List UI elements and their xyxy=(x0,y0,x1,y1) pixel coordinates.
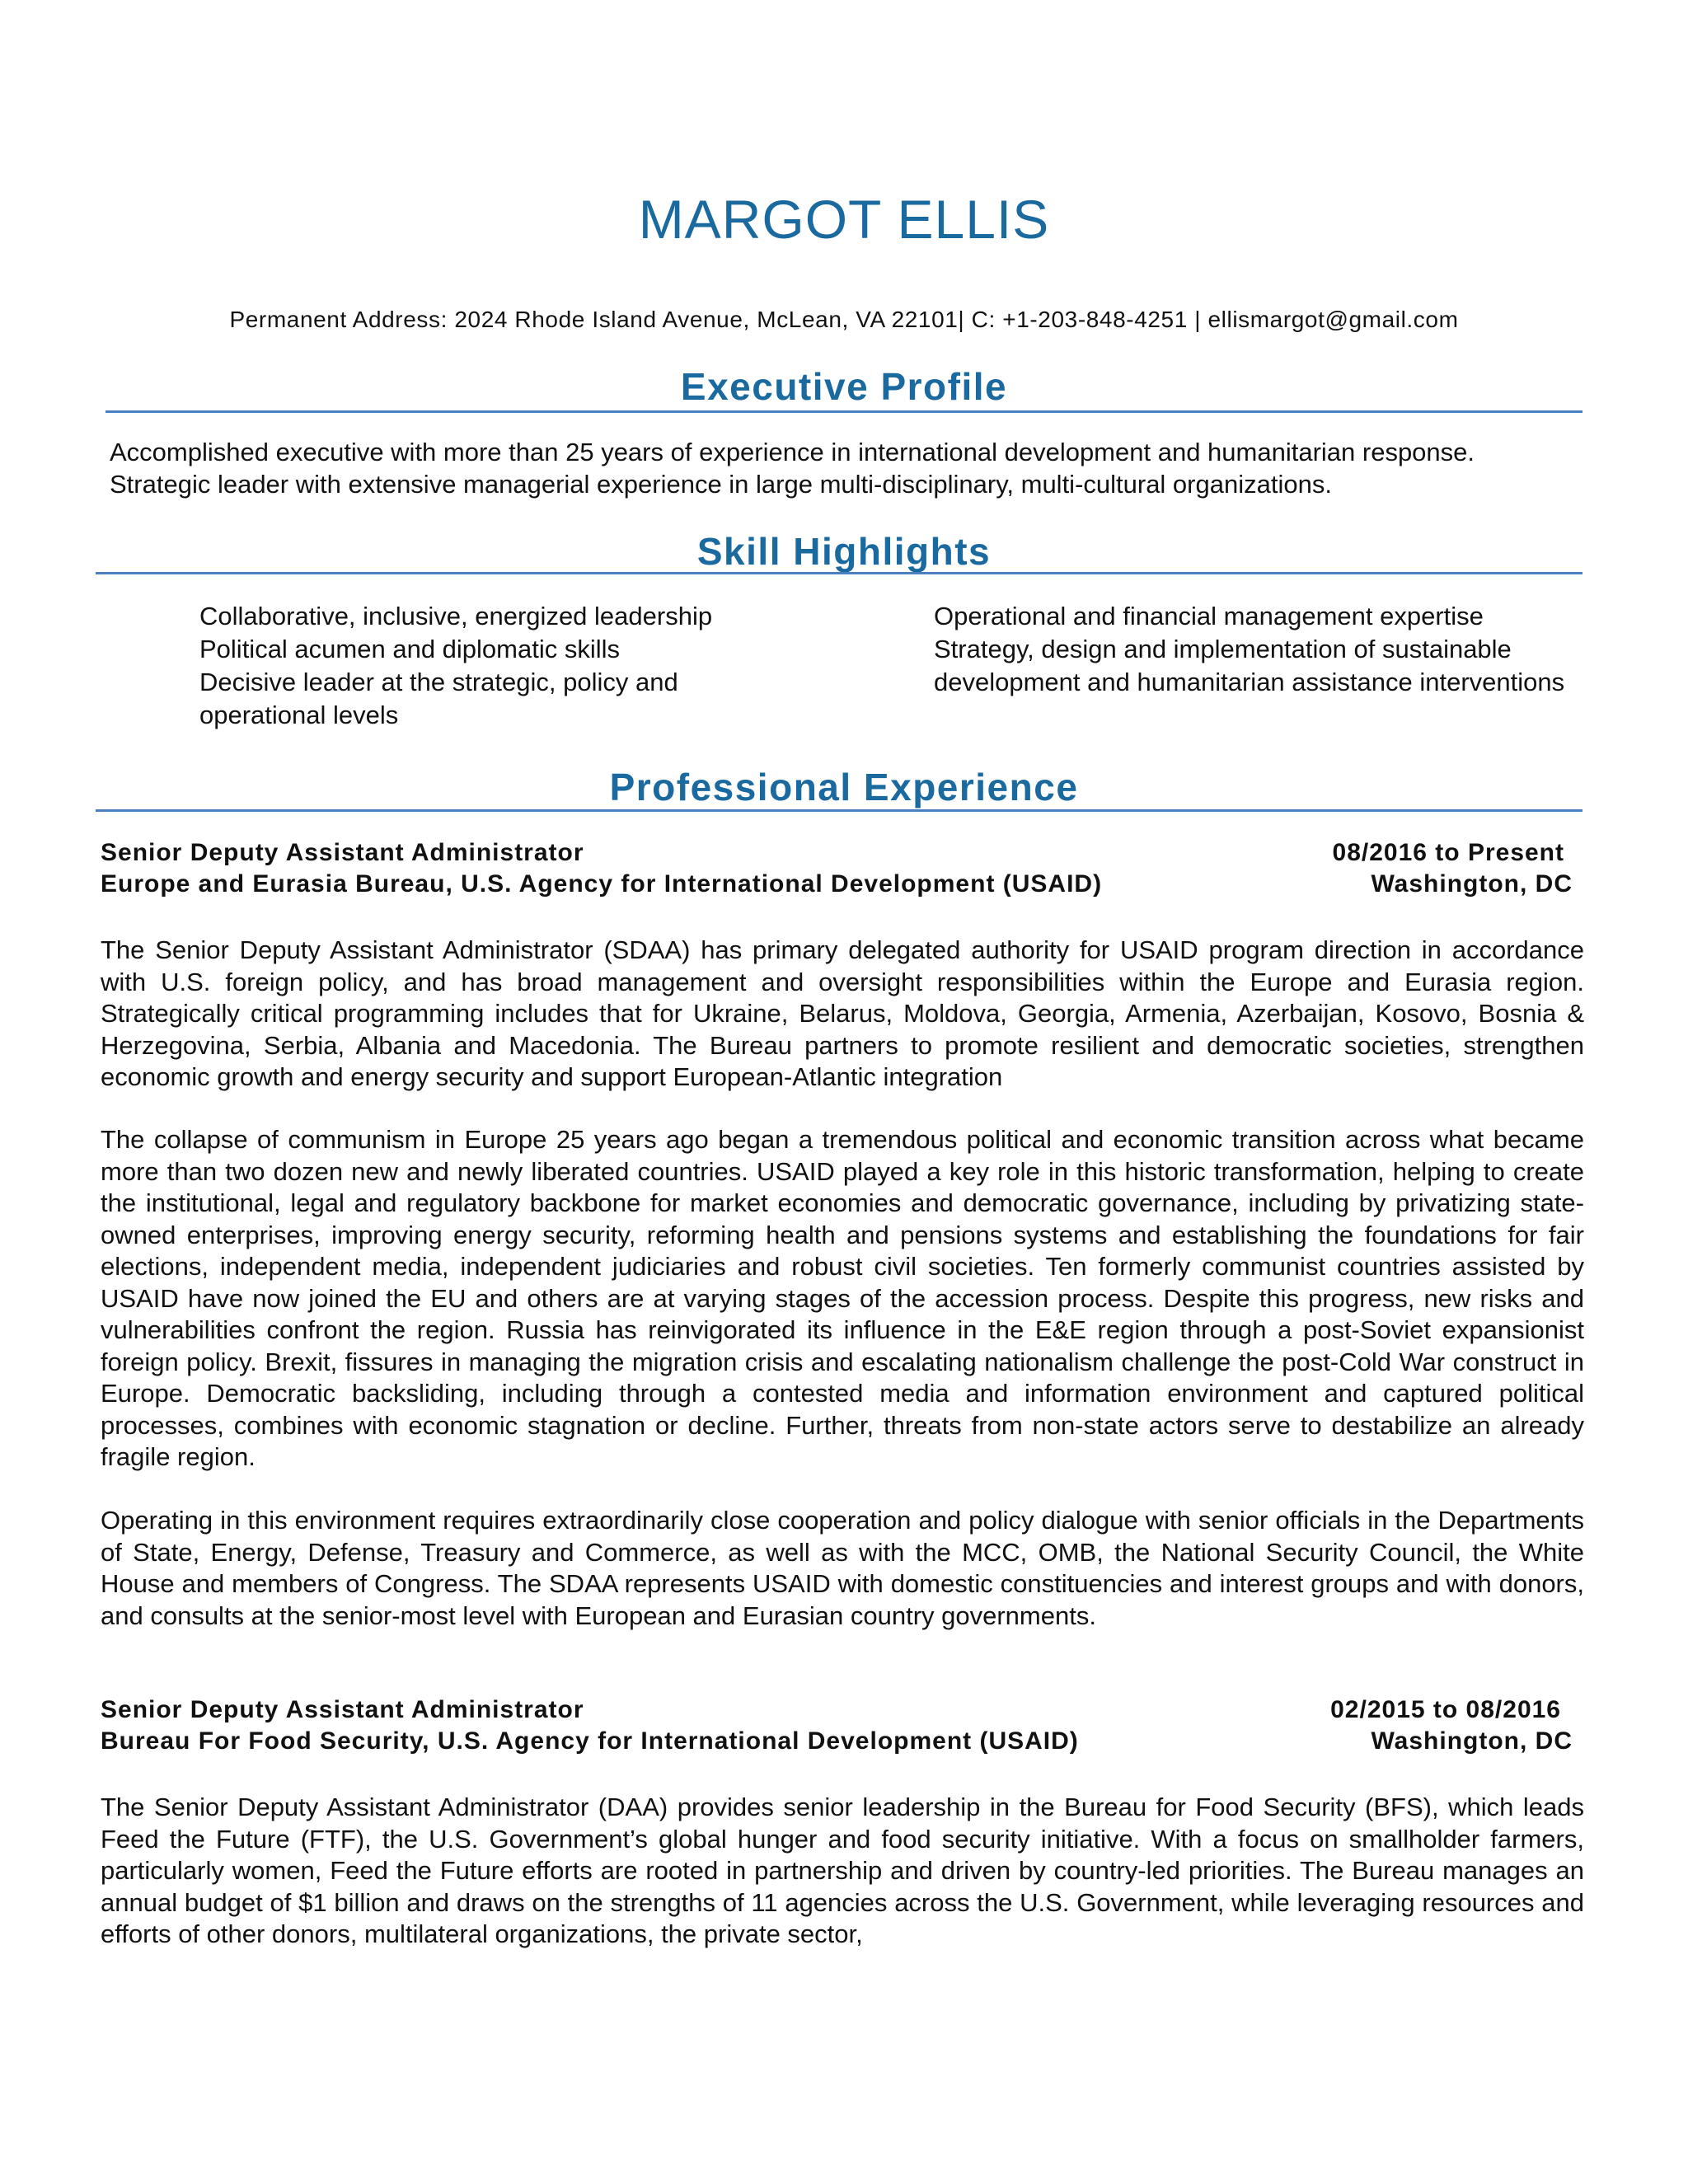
skills-right-column xyxy=(934,600,1577,699)
job-header-row xyxy=(101,1696,1573,1724)
section-divider xyxy=(96,572,1582,574)
job-position: Senior Deputy Assistant Administrator xyxy=(101,1696,584,1723)
section-divider xyxy=(106,410,1582,413)
skill-item: Political acumen and diplomatic skills xyxy=(199,635,621,663)
job-dates: 08/2016 to Present xyxy=(1332,839,1564,866)
candidate-name: MARGOT ELLIS xyxy=(638,189,1050,250)
job-description-paragraph: The Senior Deputy Assistant Administrator (SDAA) has primary delegated authority for USAID program direction in accordance with U.S. foreign policy, and has broad management and oversight responsibilities within the Europe and Eurasia region. Strategically critical programming includes that for Ukraine, Belarus, Moldova, Georgia, Armenia, Azerbaijan, Kosovo, Bosnia & Herzegovina, Serbia, Albania and Macedonia. The Bureau partners to promote resilient and democratic societies, strengthen economic growth and energy security and support European-Atlantic integration xyxy=(101,935,1584,1091)
skill-item: Strategy, design and implementation of sustainable development and humanitarian assistance interventions xyxy=(934,635,1565,696)
job-location: Washington, DC xyxy=(1371,1727,1573,1755)
section-title-professional-experience: Professional Experience xyxy=(609,766,1079,808)
skills-left-column xyxy=(199,600,776,732)
section-title-skill-highlights: Skill Highlights xyxy=(696,530,992,573)
job-location: Washington, DC xyxy=(1371,870,1573,898)
section-title-executive-profile: Executive Profile xyxy=(680,365,1008,408)
job-organization: Europe and Eurasia Bureau, U.S. Agency for International Development (USAID) xyxy=(101,870,1103,898)
job-organization-row xyxy=(101,1727,1573,1755)
job-description-paragraph: Operating in this environment requires extraordinarily close cooperation and policy dialogue with senior officials in the Departments of State, Energy, Defense, Treasury and Commerce, as well as with the MCC, OMB, the National Security Council, the White House and members of Congress. The SDAA represents USAID with domestic constituencies and interest groups and with donors, and consults at the senior-most level with European and Eurasian country governments. xyxy=(101,1506,1584,1630)
skill-item: Collaborative, inclusive, energized leadership xyxy=(199,602,713,630)
job-header-row xyxy=(101,839,1573,867)
contact-line: Permanent Address: 2024 Rhode Island Avenue, McLean, VA 22101| C: +1-203-848-4251 | ellismargot@gmail.com xyxy=(229,307,1459,332)
job-description-paragraph: The collapse of communism in Europe 25 years ago began a tremendous political and economic transition across what became more than two dozen new and newly liberated countries. USAID played a key role in this historic transformation, helping to create the institutional, legal and regulatory backbone for market economies and democratic governance, including by privatizing state-owned enterprises, improving energy security, reforming health and pensions systems and establishing the foundations for fair elections, independent media, independent judiciaries and robust civil societies. Ten formerly communist countries assisted by USAID have now joined the EU and others are at varying stages of the accession process. Despite this progress, new risks and vulnerabilities confront the region. Russia has reinvigorated its influence in the E&E region through a post-Soviet expansionist foreign policy. Brexit, fissures in managing the migration crisis and escalating nationalism challenge the post-Cold War construct in Europe. Democratic backsliding, including through a contested media and information environment and captured political processes, combines with economic stagnation or decline. Further, threats from non-state actors serve to destabilize an already fragile region. xyxy=(101,1125,1584,1471)
profile-summary: Accomplished executive with more than 25 years of experience in international development and humanitarian response. Strategic leader with extensive managerial experience in large multi-disciplinary, multi-cultural organizations. xyxy=(110,438,1475,499)
job-position: Senior Deputy Assistant Administrator xyxy=(101,839,584,866)
job-organization: Bureau For Food Security, U.S. Agency for International Development (USAID) xyxy=(101,1727,1079,1755)
skill-item: Decisive leader at the strategic, policy and operational levels xyxy=(199,668,678,729)
job-dates: 02/2015 to 08/2016 xyxy=(1330,1696,1561,1723)
section-divider xyxy=(96,809,1582,812)
skill-item: Operational and financial management expertise xyxy=(934,602,1484,630)
job-description-paragraph: The Senior Deputy Assistant Administrator (DAA) provides senior leadership in the Bureau for Food Security (BFS), which leads Feed the Future (FTF), the U.S. Government’s global hunger and food security initiative. With a focus on smallholder farmers, particularly women, Feed the Future efforts are rooted in partnership and driven by country-led priorities. The Bureau manages an annual budget of $1 billion and draws on the strengths of 11 agencies across the U.S. Government, while leveraging resources and efforts of other donors, multilateral organizations, the private sector, xyxy=(101,1793,1584,1948)
job-organization-row xyxy=(101,870,1573,898)
